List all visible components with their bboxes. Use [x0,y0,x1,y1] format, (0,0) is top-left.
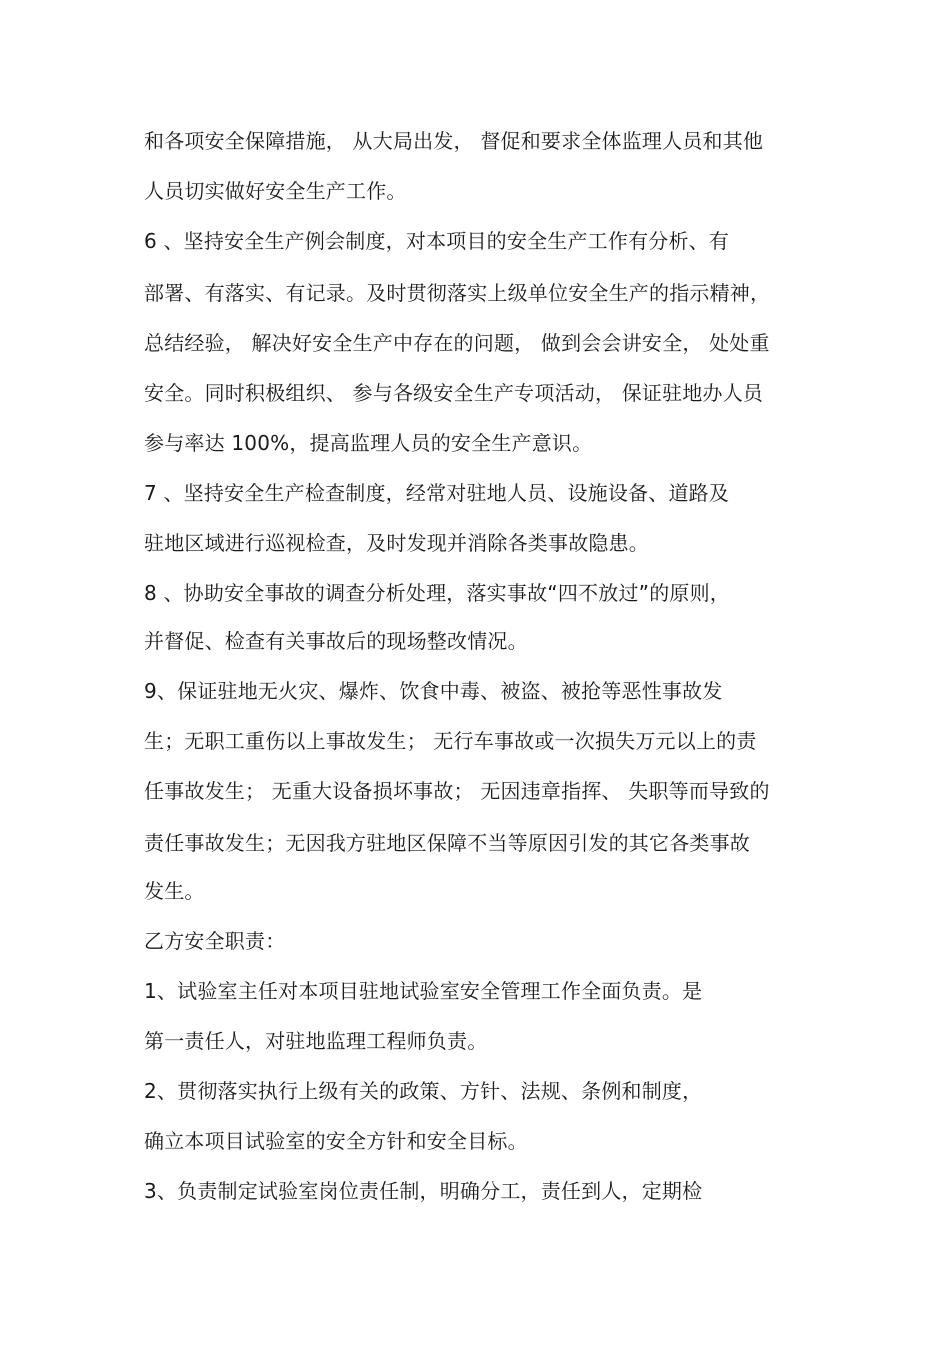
text-line: 人员切实做好安全生产工作。 [144,179,407,203]
text-line: 安全。同时积极组织、 参与各级安全生产专项活动， 保证驻地办人员 [144,381,764,405]
text-line: 部署、有落实、有记录。及时贯彻落实上级单位安全生产的指示精神， [144,281,771,305]
text-line: 任事故发生； 无重大设备损坏事故； 无因违章指挥、 失职等而导致的 [144,779,770,803]
text-line: 3、负责制定试验室岗位责任制，明确分工，责任到人，定期检 [144,1179,703,1203]
text-line: 1、试验室主任对本项目驻地试验室安全管理工作全面负责。是 [144,979,703,1003]
text-line: 并督促、检查有关事故后的现场整改情况。 [144,629,528,653]
section-heading: 乙方安全职责： [144,929,286,953]
text-line: 8 、协助安全事故的调查分析处理，落实事故“四不放过”的原则， [144,581,731,605]
text-line: 确立本项目试验室的安全方针和安全目标。 [144,1129,528,1153]
text-line: 生；无职工重伤以上事故发生； 无行车事故或一次损失万元以上的责 [144,729,757,753]
text-line: 7 、坚持安全生产检查制度，经常对驻地人员、设施设备、道路及 [144,481,730,505]
text-line: 第一责任人，对驻地监理工程师负责。 [144,1029,488,1053]
text-line: 参与率达 100%，提高监理人员的安全生产意识。 [144,431,593,455]
text-line: 和各项安全保障措施， 从大局出发， 督促和要求全体监理人员和其他 [144,129,764,153]
text-line: 6 、坚持安全生产例会制度，对本项目的安全生产工作有分析、有 [144,229,730,253]
text-line: 2、贯彻落实执行上级有关的政策、方针、法规、条例和制度， [144,1079,703,1103]
text-line: 9、保证驻地无火灾、爆炸、饮食中毒、被盗、被抢等恶性事故发 [144,679,723,703]
text-line: 总结经验， 解决好安全生产中存在的问题， 做到会会讲安全， 处处重 [144,331,770,355]
text-line: 驻地区域进行巡视检查，及时发现并消除各类事故隐患。 [144,531,649,555]
text-line: 责任事故发生；无因我方驻地区保障不当等原因引发的其它各类事故 [144,831,750,855]
text-line: 发生。 [144,879,205,903]
